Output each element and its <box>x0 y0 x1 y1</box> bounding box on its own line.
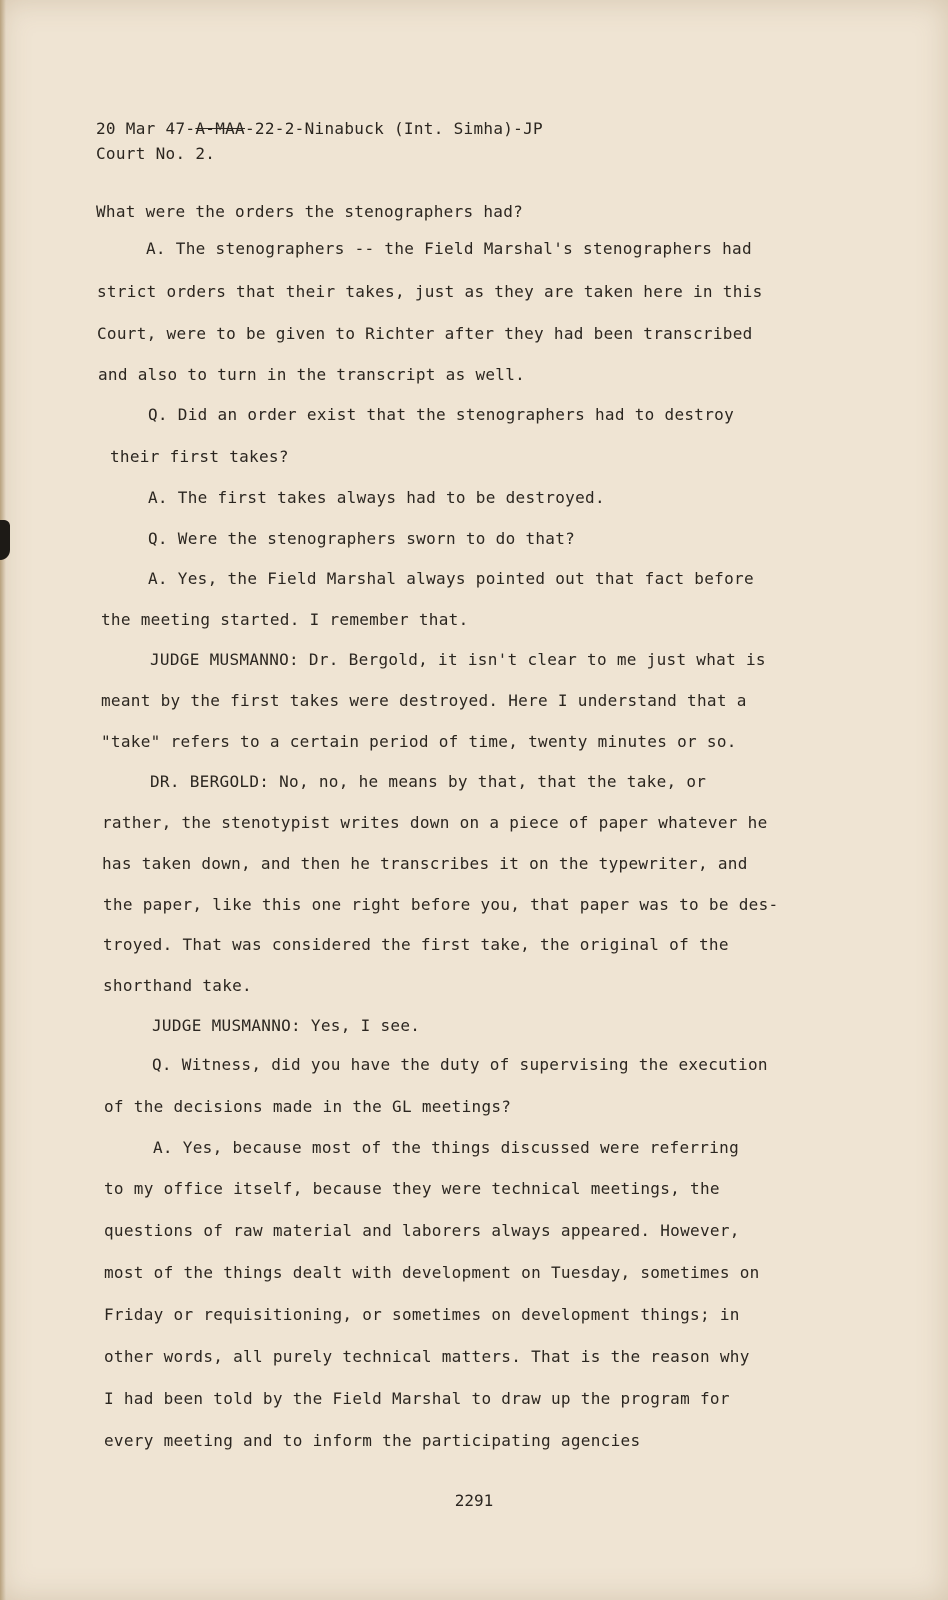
transcript-line: and also to turn in the transcript as well. <box>98 365 526 384</box>
transcript-line: I had been told by the Field Marshal to draw up the program for <box>104 1389 730 1408</box>
transcript-line: strict orders that their takes, just as they are taken here in this <box>97 282 763 301</box>
header-date-suffix: -22-2-Ninabuck (Int. Simha)-JP <box>245 119 543 138</box>
transcript-line: JUDGE MUSMANNO: Yes, I see. <box>152 1016 421 1035</box>
transcript-line: What were the orders the stenographers had? <box>96 202 524 221</box>
transcript-line: meant by the first takes were destroyed. Here I understand that a <box>101 691 747 710</box>
header-court: Court No. 2. <box>96 144 216 163</box>
header-date-prefix: 20 Mar 47- <box>96 119 196 138</box>
transcript-line: other words, all purely technical matters. That is the reason why <box>104 1347 750 1366</box>
transcript-line: has taken down, and then he transcribes it on the typewriter, and <box>102 854 748 873</box>
transcript-line: Q. Witness, did you have the duty of supervising the execution <box>152 1055 768 1074</box>
transcript-line: DR. BERGOLD: No, no, he means by that, that the take, or <box>150 772 707 791</box>
transcript-line: A. Yes, because most of the things discussed were referring <box>153 1138 740 1157</box>
transcript-line: Q. Did an order exist that the stenographers had to destroy <box>148 405 735 424</box>
transcript-line: Friday or requisitioning, or sometimes on development things; in <box>104 1305 740 1324</box>
transcript-line: Court, were to be given to Richter after they had been transcribed <box>97 324 753 343</box>
transcript-line: JUDGE MUSMANNO: Dr. Bergold, it isn't clear to me just what is <box>150 650 766 669</box>
transcript-line: of the decisions made in the GL meetings? <box>104 1097 512 1116</box>
transcript-line: the paper, like this one right before you, that paper was to be des- <box>103 895 779 914</box>
transcript-line: most of the things dealt with development on Tuesday, sometimes on <box>104 1263 760 1282</box>
transcript-line: troyed. That was considered the first take, the original of the <box>103 935 729 954</box>
transcript-line: rather, the stenotypist writes down on a piece of paper whatever he <box>102 813 768 832</box>
transcript-line: A. The stenographers -- the Field Marshal's stenographers had <box>146 239 752 258</box>
transcript-line: shorthand take. <box>103 976 252 995</box>
transcript-line: questions of raw material and laborers always appeared. However, <box>104 1221 740 1240</box>
paper-edge <box>0 0 6 1600</box>
header-struck-text: A-MAA <box>195 119 245 138</box>
transcript-line: "take" refers to a certain period of time, twenty minutes or so. <box>101 732 737 751</box>
header-date-line <box>96 120 543 138</box>
transcript-line: A. Yes, the Field Marshal always pointed out that fact before <box>148 569 754 588</box>
transcript-line: to my office itself, because they were technical meetings, the <box>104 1179 720 1198</box>
transcript-line: the meeting started. I remember that. <box>101 610 469 629</box>
page-number: 2291 <box>454 1491 494 1510</box>
transcript-line: every meeting and to inform the participating agencies <box>104 1431 641 1450</box>
binding-hole <box>0 520 10 560</box>
transcript-line: A. The first takes always had to be destroyed. <box>148 488 605 507</box>
transcript-line: their first takes? <box>110 447 289 466</box>
transcript-line: Q. Were the stenographers sworn to do that? <box>148 529 576 548</box>
